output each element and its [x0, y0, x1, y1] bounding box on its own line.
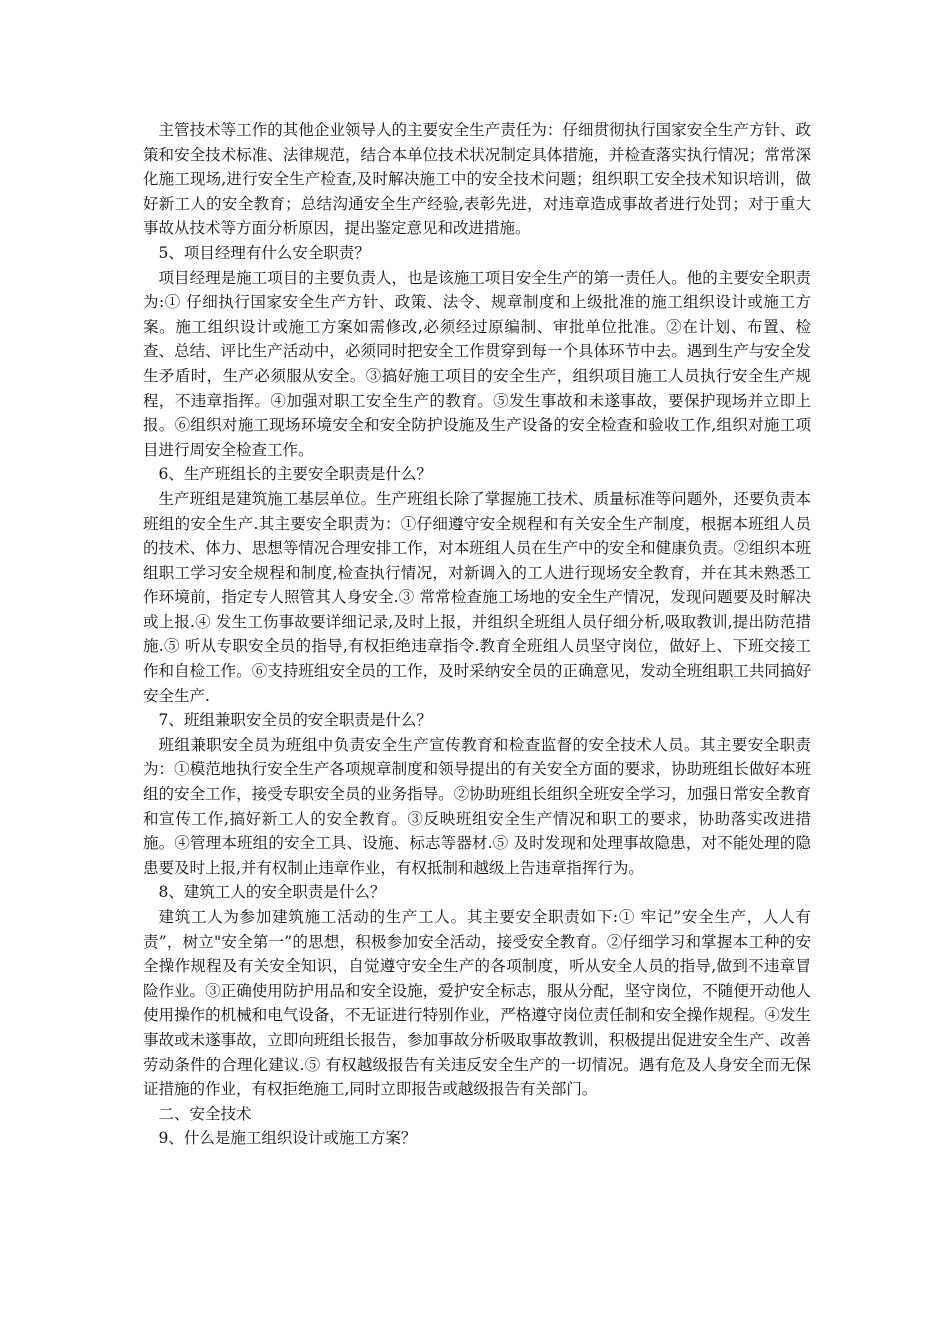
- paragraph-body: 主管技术等工作的其他企业领导人的主要安全生产责任为：仔细贯彻执行国家安全生产方针、政策和安全技术标准、法律规范，结合本单位技术状况制定具体措施，并检查落实执行情况；常常深化施工现场,进行安全生产检查,及时解决施工中的安全技术问题；组织职工安全技术知识培训，做好新工人的安全教育；总结沟通安全生产经验,表彰先进，对违章造成事故者进行处罚；对于重大事故从技术等方面分析原因，提出鉴定意见和改进措施。: [143, 121, 811, 238]
- question-heading-8: 8、建筑工人的安全职责是什么？: [158, 883, 386, 902]
- paragraph-body: 生产班组是建筑施工基层单位。生产班组长除了掌握施工技术、质量标准等问题外，还要负责本班组的安全生产.其主要安全职责为：①仔细遵守安全规程和有关安全生产制度，根据本班组人员的技术、体力、思想等情况合理安排工作，对本班组人员在生产中的安全和健康负责。②组织本班组职工学习安全规程和制度,检查执行情况，对新调入的工人进行现场安全教育，并在其未熟悉工作环境前，指定专人照管其人身安全.③ 常常检查施工场地的安全生产情况，发现问题要及时解决或上报.④ 发生工伤事故要详细记录,及时上报，并组织全班组人员仔细分析,吸取教训,提出防范措施.⑤ 听从专职安全员的指导,有权拒绝违章指令.教育全班组人员坚守岗位，做好上、下班交接工作和自检工作。⑥支持班组安全员的工作，及时采纳安全员的正确意见，发动全班组职工共同搞好安全生产.: [143, 489, 811, 705]
- paragraph-body: 项目经理是施工项目的主要负责人，也是该施工项目安全生产的第一责任人。他的主要安全职责为:① 仔细执行国家安全生产方针、政策、法令、规章制度和上级批准的施工组织设计或施工方案。施工组织设计或施工方案如需修改,必须经过原编制、审批单位批准。②在计划、布置、检查、总结、评比生产活动中，必须同时把安全工作贯穿到每一个具体环节中去。遇到生产与安全发生矛盾时，生产必须服从安全。③搞好施工项目的安全生产，组织项目施工人员执行安全生产规程，不违章指挥。④加强对职工安全生产的教育。⑤发生事故和未遂事故，要保护现场并立即上报。⑥组织对施工现场环境安全和安全防护设施及生产设备的安全检查和验收工作,组织对施工项目进行周安全检查工作。: [143, 268, 811, 459]
- question-heading-7: 7、班组兼职安全员的安全职责是什么？: [158, 711, 432, 730]
- section-heading-safety-technology: 二、安全技术: [158, 1104, 252, 1123]
- question-heading-5: 5、项目经理有什么安全职责？: [158, 243, 370, 262]
- question-heading-9: 9、什么是施工组织设计或施工方案？: [158, 1129, 417, 1148]
- paragraph-body: 建筑工人为参加建筑施工活动的生产工人。其主要安全职责如下:① 牢记”安全生产，人人有责”，树立"安全第一”的思想，积极参加安全活动，接受安全教育。②仔细学习和掌握本工种的安全操作规程及有关安全知识，自觉遵守安全生产的各项制度，听从安全人员的指导,做到不违章冒险作业。③正确使用防护用品和安全设施，爱护安全标志，服从分配，坚守岗位，不随便开动他人使用操作的机械和电气设备，不无证进行特别作业，严格遵守岗位责任制和安全操作规程。④发生事故或未遂事故，立即向班组长报告，参加事故分析吸取事故教训，积极提出促进安全生产、改善劳动条件的合理化建议.⑤ 有权越级报告有关违反安全生产的一切情况。遇有危及人身安全而无保证措施的作业，有权拒绝施工,同时立即报告或越级报告有关部门。: [143, 908, 811, 1099]
- question-heading-6: 6、生产班组长的主要安全职责是什么？: [158, 465, 432, 484]
- paragraph-body: 班组兼职安全员为班组中负责安全生产宣传教育和检查监督的安全技术人员。其主要安全职责为：①模范地执行安全生产各项规章制度和领导提出的有关安全方面的要求，协助班组长做好本班组的安全工作，接受专职安全员的业务指导。②协助班组长组织全班安全学习，加强日常安全教育和宣传工作,搞好新工人的安全教育。③反映班组安全生产情况和职工的要求，协助落实改进措施。④管理本班组的安全工具、设施、标志等器材.⑤ 及时发现和处理事故隐患，对不能处理的隐患要及时上报,并有权制止违章作业，有权抵制和越级上告违章指挥行为。: [143, 735, 811, 877]
- document-page: [143, 118, 811, 1151]
